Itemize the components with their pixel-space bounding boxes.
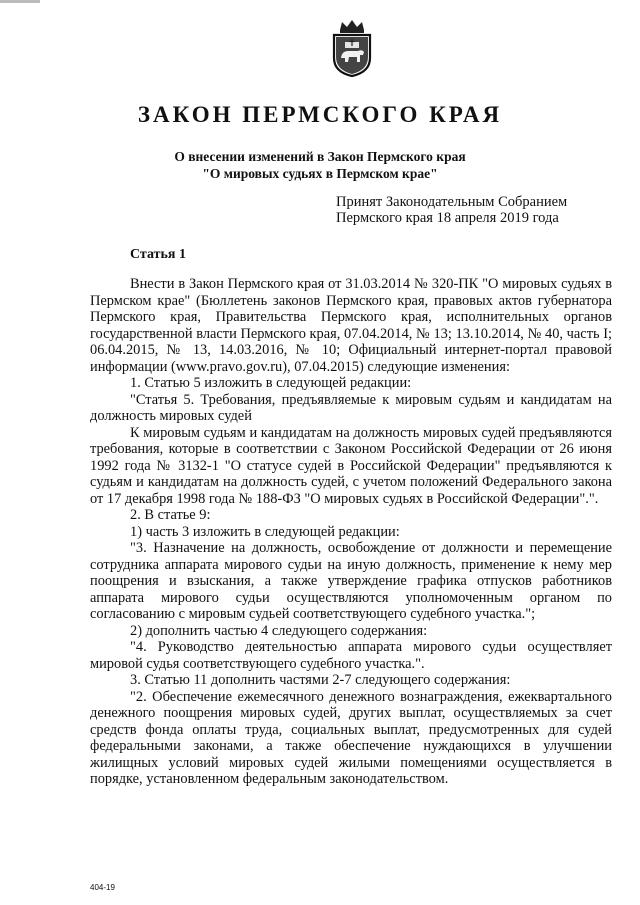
paragraph-intro: Внести в Закон Пермского края от 31.03.2014 № 320-ПК "О мировых судьях в Пермском крае" (Бюллетень законов Пермского края, правовых актов губернатора Пермского края, Правительства Пермского края, исполнительных органов государственной власти Пермского края, 07.04.2014, № 13; 13.10.2014, № 40, часть I; 06.04.2015, № 13, 14.03.2016, № 10; Официальный интернет-портал правовой информации (www.pravo.gov.ru), 07.04.2015) следующие изменения: xyxy=(90,276,612,375)
article-body xyxy=(90,276,612,788)
subtitle-line-1: О внесении изменений в Закон Пермского края xyxy=(174,149,466,164)
paragraph-part2-text: "2. Обеспечение ежемесячного денежного вознаграждения, ежеквартального денежного поощрения мировых судей, других выплат, осуществляемых за счет средств фонда оплаты труда, социальных выплат, предусмотренных для судей федеральными законами, а также обеспечение нуждающихся в улучшении жилищных условий мировых судей жилыми помещениями осуществляется в порядке, установленном федеральным законодательством. xyxy=(90,688,612,787)
paragraph-article5-text: К мировым судьям и кандидатам на должность мировых судей предъявляются требования, которые в соответствии с Законом Российской Федерации от 26 июня 1992 года № 3132-1 "О статусе судей в Российской Федерации" предъявляются к судьям и кандидатам на должность судей, с учетом положений Федерального закона от 17 декабря 1998 года № 188-ФЗ "О мировых судьях в Российской Федерации".". xyxy=(90,424,612,507)
law-title: ЗАКОН ПЕРМСКОГО КРАЯ xyxy=(137,102,503,127)
adoption-note-line-1: Принят Законодательным Собранием xyxy=(336,194,568,210)
scan-edge-mark xyxy=(0,0,40,3)
adoption-note xyxy=(336,194,567,226)
perm-krai-coat-of-arms-icon xyxy=(330,18,374,78)
paragraph-part3-text: "3. Назначение на должность, освобождение от должности и перемещение сотрудника аппарата мирового судьи на иную должность, применение к нему мер поощрения и взыскания, а также утверждение графика отпусков работников аппарата мирового судьи осуществляются уполномоченным органом по согласованию с мировым судьей соответствующего судебного участка."; xyxy=(90,540,612,622)
article-heading: Статья 1 xyxy=(130,247,186,262)
paragraph-item-2-1: 1) часть 3 изложить в следующей редакции: xyxy=(130,523,400,540)
paragraph-item-2-2: 2) дополнить частью 4 следующего содержания: xyxy=(130,622,428,639)
law-subtitle xyxy=(0,148,640,182)
paragraph-article5-title: "Статья 5. Требования, предъявляемые к мировым судьям и кандидатам на должность мировых судей xyxy=(90,391,612,424)
paragraph-part4-text: "4. Руководство деятельностью аппарата мирового судьи осуществляет мировой судья соответствующего судебного участка.". xyxy=(90,639,612,672)
subtitle-line-2: "О мировых судьях в Пермском крае" xyxy=(202,166,438,181)
adoption-note-line-2: Пермского края 18 апреля 2019 года xyxy=(336,210,559,226)
paragraph-item-2: 2. В статье 9: xyxy=(130,507,211,523)
document-code: 404-19 xyxy=(90,883,115,892)
paragraph-item-3: 3. Статью 11 дополнить частями 2-7 следующего содержания: xyxy=(130,672,511,688)
paragraph-item-1: 1. Статью 5 изложить в следующей редакции: xyxy=(130,375,412,391)
